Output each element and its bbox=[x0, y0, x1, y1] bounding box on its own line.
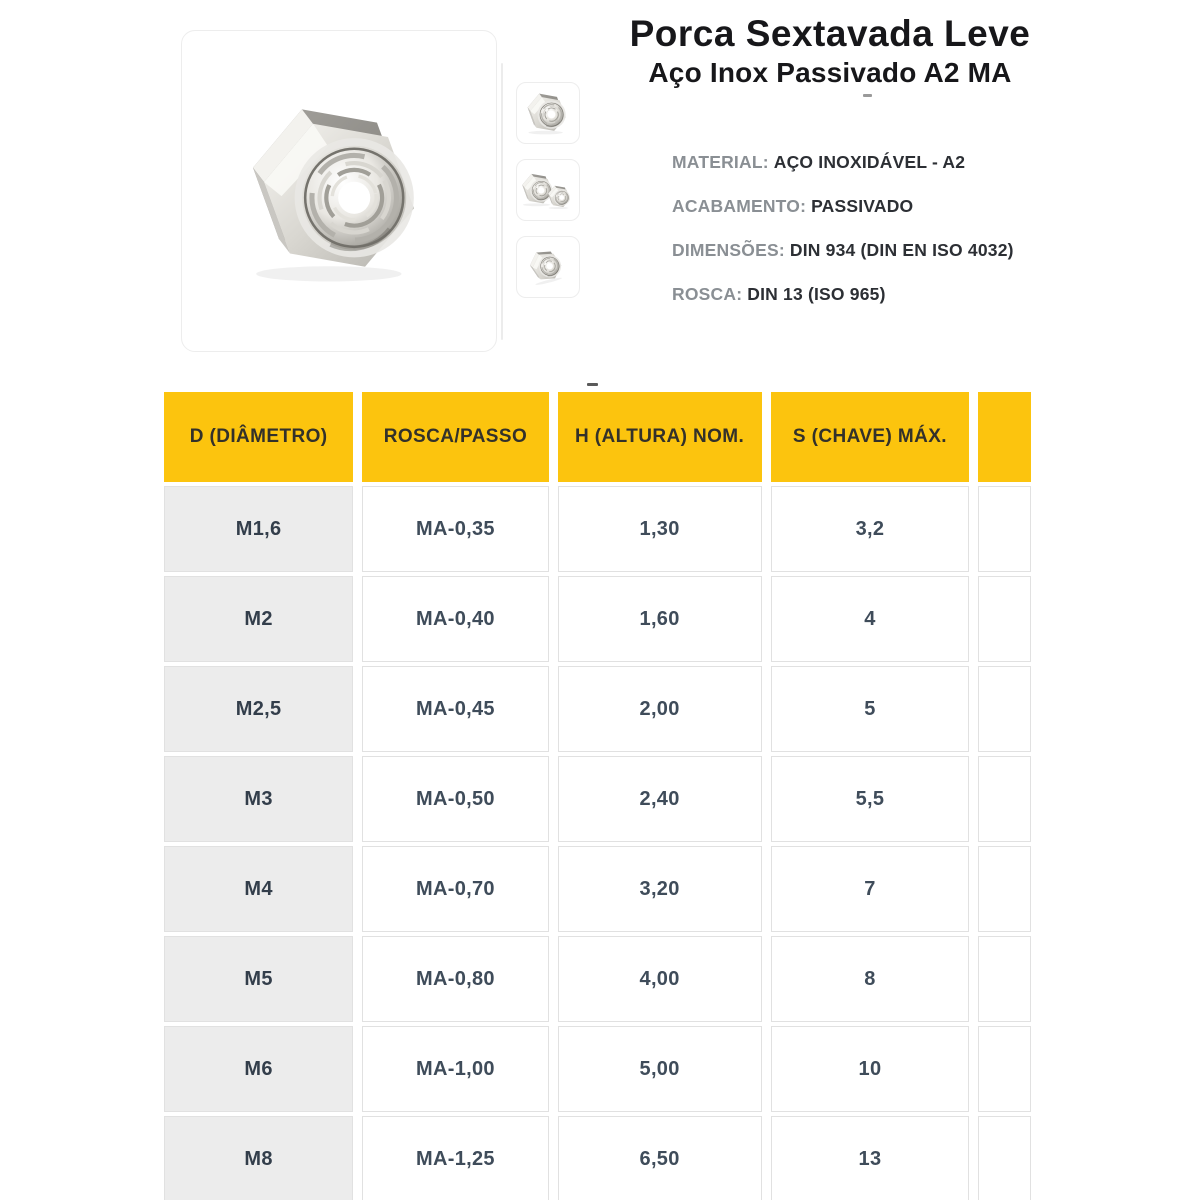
spec-list bbox=[672, 152, 1014, 328]
spec-value: PASSIVADO bbox=[811, 196, 914, 216]
table-header-row bbox=[164, 392, 1031, 482]
cell-chave: 4 bbox=[771, 576, 970, 662]
cell-altura: 5,00 bbox=[558, 1026, 762, 1112]
cell-rosca: MA-0,40 bbox=[362, 576, 548, 662]
cell-rosca: MA-1,00 bbox=[362, 1026, 548, 1112]
spec-value: DIN 934 (DIN EN ISO 4032) bbox=[789, 240, 1014, 260]
stray-mark bbox=[587, 383, 598, 386]
table-row bbox=[164, 1026, 1031, 1112]
table-row bbox=[164, 486, 1031, 572]
spec-table bbox=[155, 388, 1040, 1200]
product-subtitle: Aço Inox Passivado A2 MA bbox=[648, 56, 1012, 88]
cell-chave: 5,5 bbox=[771, 756, 970, 842]
cell-diameter: M2 bbox=[164, 576, 353, 662]
cell-clipped bbox=[978, 1116, 1031, 1200]
cell-rosca: MA-1,25 bbox=[362, 1116, 548, 1200]
table-row bbox=[164, 846, 1031, 932]
column-header-chave: S (CHAVE) MÁX. bbox=[771, 392, 970, 482]
cell-rosca: MA-0,70 bbox=[362, 846, 548, 932]
divider-line bbox=[501, 63, 503, 340]
cell-chave: 8 bbox=[771, 936, 970, 1022]
table-row bbox=[164, 1116, 1031, 1200]
cell-clipped bbox=[978, 1026, 1031, 1112]
cell-clipped bbox=[978, 756, 1031, 842]
column-header-diametro: D (DIÂMETRO) bbox=[164, 392, 353, 482]
cell-chave: 10 bbox=[771, 1026, 970, 1112]
product-main-image[interactable] bbox=[181, 30, 497, 352]
spec-row-rosca bbox=[672, 284, 1014, 302]
column-header-clipped bbox=[978, 392, 1031, 482]
cell-altura: 1,30 bbox=[558, 486, 762, 572]
cell-altura: 2,00 bbox=[558, 666, 762, 752]
thumbnail-1[interactable] bbox=[516, 82, 580, 144]
cell-altura: 2,40 bbox=[558, 756, 762, 842]
spec-row-acabamento bbox=[672, 196, 1014, 214]
table-row bbox=[164, 576, 1031, 662]
table-row bbox=[164, 936, 1031, 1022]
hex-nut-pair-icon bbox=[521, 167, 575, 213]
spec-label: ACABAMENTO: bbox=[672, 196, 807, 216]
cell-rosca: MA-0,50 bbox=[362, 756, 548, 842]
cell-diameter: M1,6 bbox=[164, 486, 353, 572]
cell-diameter: M3 bbox=[164, 756, 353, 842]
spec-row-material bbox=[672, 152, 1014, 170]
cell-rosca: MA-0,45 bbox=[362, 666, 548, 752]
spec-label: ROSCA: bbox=[672, 284, 743, 304]
cell-clipped bbox=[978, 846, 1031, 932]
cell-diameter: M6 bbox=[164, 1026, 353, 1112]
spec-row-dimensoes bbox=[672, 240, 1014, 258]
cell-chave: 3,2 bbox=[771, 486, 970, 572]
product-title: Porca Sextavada Leve bbox=[629, 13, 1031, 54]
spec-value: DIN 13 (ISO 965) bbox=[747, 284, 886, 304]
cell-chave: 7 bbox=[771, 846, 970, 932]
spec-label: MATERIAL: bbox=[672, 152, 769, 172]
cell-diameter: M2,5 bbox=[164, 666, 353, 752]
cell-rosca: MA-0,35 bbox=[362, 486, 548, 572]
thumbnail-2[interactable] bbox=[516, 159, 580, 221]
cell-diameter: M5 bbox=[164, 936, 353, 1022]
table-row bbox=[164, 756, 1031, 842]
cell-clipped bbox=[978, 666, 1031, 752]
hex-nut-top-icon bbox=[525, 244, 571, 290]
cell-clipped bbox=[978, 936, 1031, 1022]
stray-mark bbox=[863, 94, 872, 97]
hex-nut-front-icon bbox=[525, 90, 571, 136]
cell-altura: 6,50 bbox=[558, 1116, 762, 1200]
column-header-altura: H (ALTURA) NOM. bbox=[558, 392, 762, 482]
thumbnail-list bbox=[516, 82, 580, 313]
column-header-rosca-passo: ROSCA/PASSO bbox=[362, 392, 548, 482]
table-row bbox=[164, 666, 1031, 752]
cell-altura: 1,60 bbox=[558, 576, 762, 662]
cell-chave: 13 bbox=[771, 1116, 970, 1200]
spec-value: AÇO INOXIDÁVEL - A2 bbox=[773, 152, 966, 172]
cell-diameter: M8 bbox=[164, 1116, 353, 1200]
thumbnail-3[interactable] bbox=[516, 236, 580, 298]
cell-diameter: M4 bbox=[164, 846, 353, 932]
spec-label: DIMENSÕES: bbox=[672, 240, 785, 260]
cell-clipped bbox=[978, 486, 1031, 572]
hex-nut-image bbox=[246, 88, 432, 294]
product-header bbox=[605, 14, 1055, 89]
cell-clipped bbox=[978, 576, 1031, 662]
cell-altura: 4,00 bbox=[558, 936, 762, 1022]
cell-chave: 5 bbox=[771, 666, 970, 752]
cell-rosca: MA-0,80 bbox=[362, 936, 548, 1022]
cell-altura: 3,20 bbox=[558, 846, 762, 932]
